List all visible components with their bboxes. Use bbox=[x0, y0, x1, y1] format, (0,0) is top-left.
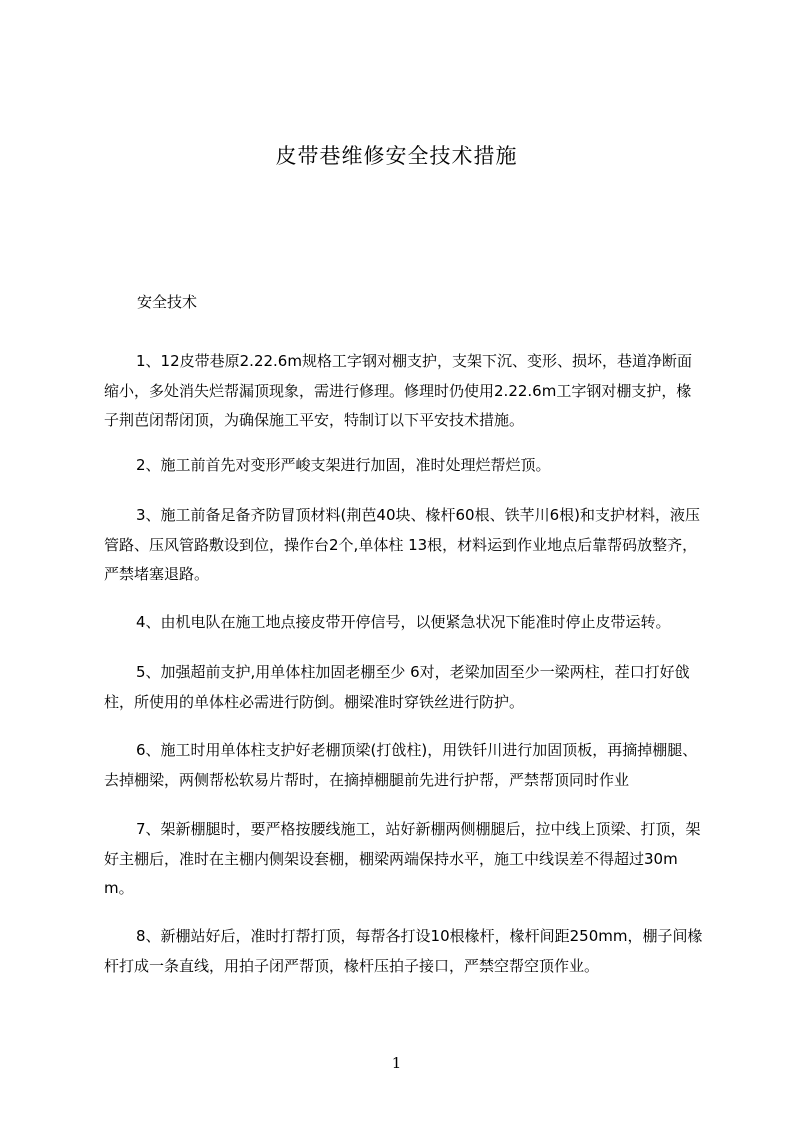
paragraph-5: 5、加强超前支护,用单体柱加固老棚至少 6对，老梁加固至少一梁两柱，茬口打好戗柱，所使用的单体柱必需进行防倒。棚梁准时穿铁丝进行防护。 bbox=[104, 663, 690, 711]
section-heading: 安全技术 bbox=[137, 293, 198, 311]
paragraph-1: 1、12皮带巷原2.22.6m规格工字钢对棚支护，支架下沉、变形、损坏，巷道净断面缩小，多处消失烂帮漏顶现象，需进行修理。修理时仍使用2.22.6m工字钢对棚支护，椽子荆芭闭帮闭顶，为确保施工平安，特制订以下平安技术措施。 bbox=[104, 352, 692, 429]
page-number: 1 bbox=[391, 1054, 402, 1072]
document-title: 皮带巷维修安全技术措施 bbox=[275, 144, 518, 168]
paragraph-2: 2、施工前首先对变形严峻支架进行加固，准时处理烂帮烂顶。 bbox=[136, 456, 551, 474]
paragraph-6: 6、施工时用单体柱支护好老棚顶梁(打戗柱)，用铁钎川进行加固顶板，再摘掉棚腿、去掉棚梁，两侧帮松软易片帮时，在摘掉棚腿前先进行护帮，严禁帮顶同时作业 bbox=[104, 741, 698, 789]
paragraph-3: 3、施工前备足备齐防冒顶材料(荆芭40块、椽杆60根、铁芊川6根)和支护材料，液压管路、压风管路敷设到位，操作台2个,单体柱 13根，材料运到作业地点后靠帮码放整齐，严禁堵塞退路。 bbox=[104, 506, 700, 583]
paragraph-7: 7、架新棚腿时，要严格按腰线施工，站好新棚两侧棚腿后，拉中线上顶梁、打顶，架好主棚后，准时在主棚内侧架设套棚，棚梁两端保持水平，施工中线误差不得超过30mm。 bbox=[104, 820, 701, 897]
paragraph-8: 8、新棚站好后，准时打帮打顶，每帮各打设10根椽杆，椽杆间距250mm，棚子间椽杆打成一条直线，用拍子闭严帮顶，椽杆压拍子接口，严禁空帮空顶作业。 bbox=[104, 927, 703, 975]
paragraph-4: 4、由机电队在施工地点接皮带开停信号，以便紧急状况下能准时停止皮带运转。 bbox=[136, 613, 671, 631]
